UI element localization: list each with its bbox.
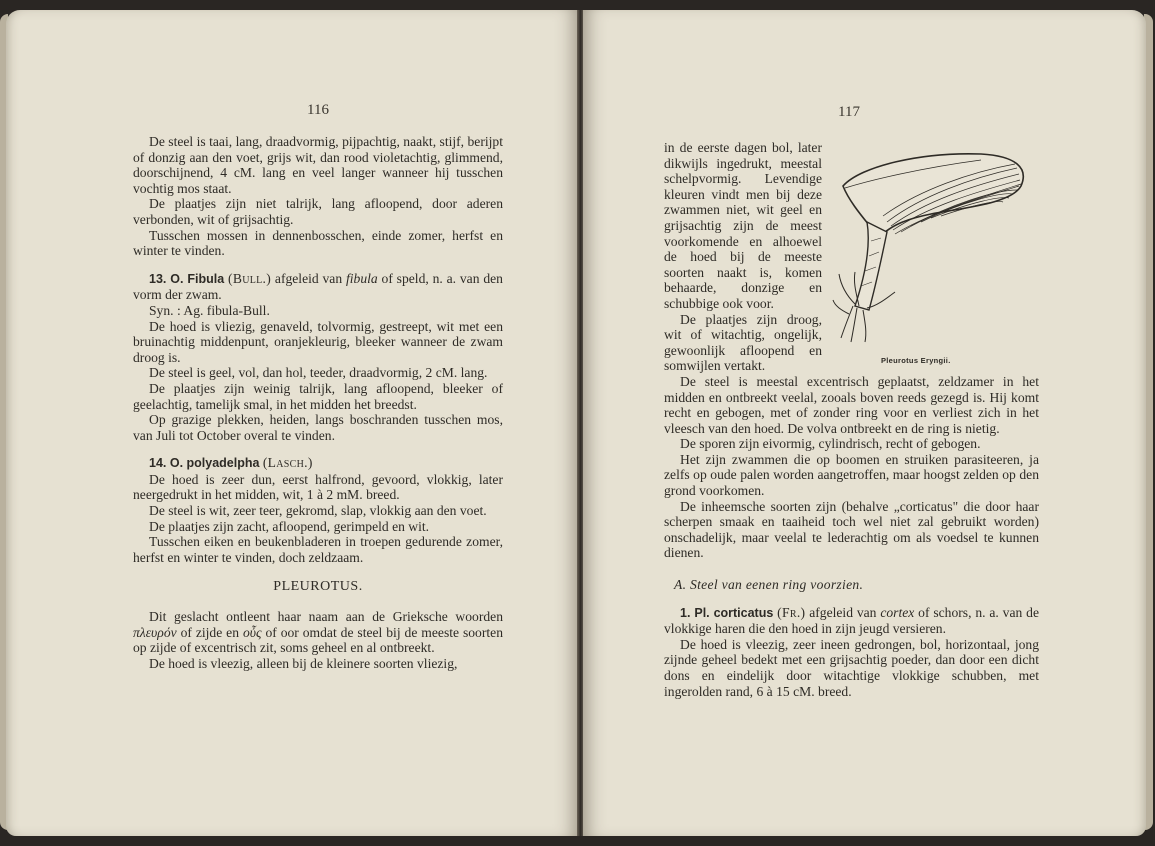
paragraph: De steel is taai, lang, draadvormig, pijpachtig, naakt, stijf, berijpt of donzig aan den voet, grijs wit, dan rood violetachtig, glimmend, doorschijnend, 4 cM. lang en veel langer wanneer hij tusschen vochtig mos staat.: [133, 134, 503, 196]
paragraph: De plaatjes zijn droog, wit of witachtig, ongelijk, gewoonlijk afloopend en somwijlen vertakt.: [664, 311, 822, 374]
left-page: [6, 10, 578, 836]
paragraph: De plaatjes zijn niet talrijk, lang afloopend, door aderen verbonden, wit of grijsachtig.: [133, 196, 503, 227]
text: afgeleid van: [805, 604, 881, 620]
paragraph: De hoed is vleezig, zeer ineen gedrongen, bol, horizontaal, jong zijnde geheel bedekt met een grijsachtig poeder, dan door een dicht dons en eindelijk door witachtige vlokkige schubben, met ingerolden rand, 6 à 15 cM. breed.: [664, 636, 1039, 699]
text: of zijde en: [176, 624, 243, 640]
subsection-heading: A. Steel van eenen ring voorzien.: [674, 577, 864, 593]
etymology-word: cortex: [880, 604, 915, 620]
entry-1-heading: [664, 605, 1039, 637]
paragraph: Tusschen eiken en beukenbladeren in troepen gedurende zomer, herfst en winter te vinden, doch zeldzaam.: [133, 534, 503, 565]
paragraph: Het zijn zwammen die op boomen en struiken parasiteeren, ja zelfs op oude palen worden aangetroffen, maar hoogst zelden op den grond voorkomen.: [664, 451, 1039, 499]
figure-caption: Pleurotus Eryngii.: [881, 356, 951, 365]
paragraph: in de eerste dagen bol, later dikwijls ingedrukt, meestal schelpvormig. Levendige kleuren vindt men bij deze zwammen niet, wit geel en grijsachtig zijn de meest voorkomende en alhoewel de hoed bij de meeste soorten naakt is, komen behaarde, donzige en schubbige ook voor.: [664, 140, 822, 311]
text: afgeleid van: [271, 270, 346, 286]
entry-13-heading: [133, 271, 503, 303]
author: (Lasch.): [262, 455, 313, 471]
text: Dit geslacht ontleent haar naam aan de Grieksche woorden: [149, 609, 503, 625]
species-name: 1. Pl. corticatus: [680, 605, 774, 620]
paragraph: [133, 609, 503, 656]
genus-heading: PLEUROTUS.: [273, 579, 363, 595]
paragraph: Tusschen mossen in dennenbosschen, einde zomer, herfst en winter te vinden.: [133, 227, 503, 259]
paragraph: De steel is geel, vol, dan hol, teeder, draadvormig, 2 cM. lang.: [149, 365, 488, 381]
paragraph: De hoed is zeer dun, eerst halfrond, gevoord, vlokkig, later neergedrukt in het midden, wit, 1 à 2 mM. breed.: [133, 471, 503, 503]
right-page: [583, 10, 1146, 836]
paragraph: De hoed is vleezig, alleen bij de kleinere soorten vliezig,: [149, 655, 458, 671]
author: (Bull.): [228, 270, 272, 286]
synonym: Syn. : Ag. fibula-Bull.: [149, 302, 270, 318]
paragraph: De plaatjes zijn weinig talrijk, lang afloopend, bleeker of geelachtig, tamelijk smal, in het midden het breedst.: [133, 380, 503, 412]
right-page-text: [664, 140, 1039, 699]
text: of schors, n. a. van de vlokkige haren die den hoed in zijn jeugd versieren.: [664, 604, 1039, 637]
text: of speld, n. a. van den vorm der zwam.: [133, 270, 503, 303]
paragraph: De steel is wit, zeer teer, gekromd, slap, vlokkig aan den voet.: [149, 503, 487, 519]
page-number: 117: [838, 104, 860, 120]
paragraph: De plaatjes zijn zacht, afloopend, gerimpeld en wit.: [149, 518, 430, 534]
greek-word: πλευρόν: [133, 624, 177, 640]
page-number: 116: [307, 102, 329, 118]
author: (Fr.): [777, 604, 806, 620]
entry-14-heading: [133, 455, 503, 472]
species-name: 14. O. polyadelpha: [149, 456, 260, 471]
text: of oor omdat de steel bij de meeste soorten op zijde of excentrisch zit, soms geheel en al ontbreekt.: [133, 624, 503, 656]
species-name: 13. O. Fibula: [149, 271, 225, 286]
paragraph: De inheemsche soorten zijn (behalve „corticatus" die door haar scherpen smaak en taaiheid toch wel niet zal gebruikt worden) onschadelijk, maar veelal te lederachtig om als voedsel te kunnen dienen.: [664, 498, 1039, 561]
paragraph: De steel is meestal excentrisch geplaatst, zeldzamer in het midden en ontbreekt veelal, zooals boven reeds gezegd is. Hij komt recht en gebogen, met of zonder ring voor en verliest zich in het vleesch van den hoed. De volva ontbreekt en de ring is nietig.: [664, 373, 1039, 436]
paragraph: De sporen zijn eivormig, cylindrisch, recht of gebogen.: [680, 436, 981, 452]
paragraph: Op grazige plekken, heiden, langs boschranden tusschen mos, van Juli tot October overal te vinden.: [133, 412, 503, 443]
greek-word: οὖς: [242, 624, 262, 640]
etymology-word: fibula: [345, 270, 378, 286]
paragraph: De hoed is vliezig, genaveld, tolvormig, gestreept, wit met een bruinachtig middenpunt, oranjekleurig, bleeker wanneer de zwam droog is.: [133, 318, 503, 365]
left-page-text: [133, 134, 503, 671]
